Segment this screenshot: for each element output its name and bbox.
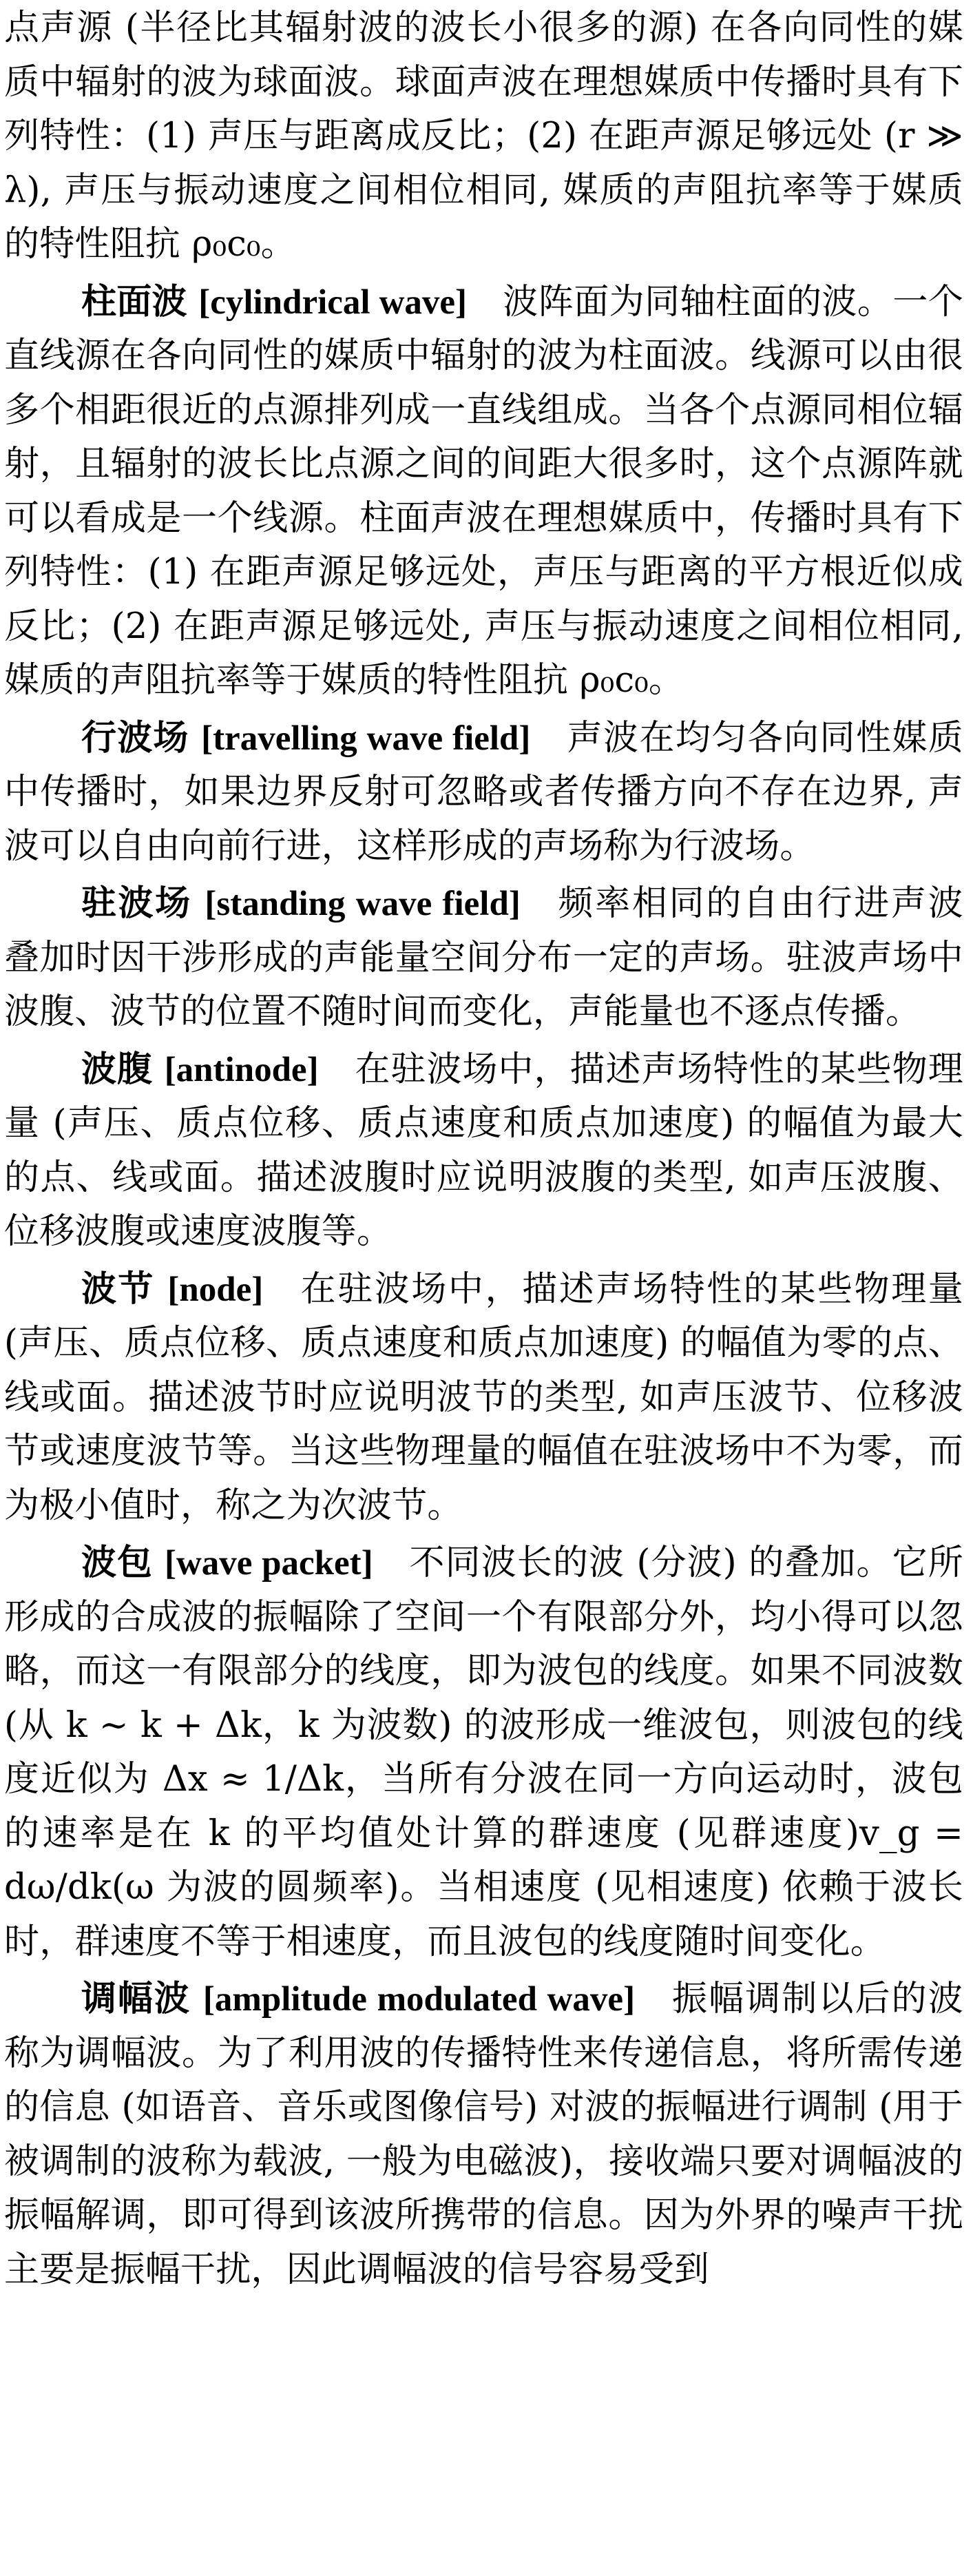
entry-body: 在驻波场中，描述声场特性的某些物理量 (声压、质点位移、质点速度和质点加速度) 的幅值为零的点、线或面。描述波节时应说明波节的类型, 如声压波节、位移波节或速度波节等。当这些物理量的幅值在驻波场中不为零，而为极小值时，称之为次波节。 — [4, 1268, 963, 1526]
entry-cylindrical-wave — [4, 276, 963, 708]
entry-body: 声波在均匀各向同性媒质中传播时，如果边界反射可忽略或者传播方向不存在边界, 声波可以自由向前行进，这样形成的声场称为行波场。 — [4, 717, 963, 867]
entry-term: 波包 — [81, 1543, 153, 1583]
entry-term: 柱面波 — [81, 281, 187, 322]
entry-body: 频率相同的自由行进声波叠加时因干涉形成的声能量空间分布一定的声场。驻波声场中波腹、波节的位置不随时间而变化，声能量也不逐点传播。 — [4, 883, 963, 1032]
entry-antinode — [4, 1043, 963, 1259]
entry-body: 不同波长的波 (分波) 的叠加。它所形成的合成波的振幅除了空间一个有限部分外，均小得可以忽略，而这一有限部分的线度，即为波包的线度。如果不同波数 (从 k ∼ k + Δk，k 为波数) 的波形成一维波包，则波包的线度近似为 Δx ≈ 1/Δk，当所有分波在同一方向运动时，波包的速率是在 k 的平均值处计算的群速度 (见群速度)v_g = dω/dk(ω 为波的圆频率)。当相速度 (见相速度) 依赖于波长时，群速度不等于相速度，而且波包的线度随时间变化。 — [4, 1543, 963, 1962]
entry-english-term: [cylindrical wave] — [198, 282, 468, 322]
entry-term: 行波场 — [81, 717, 189, 759]
entry-body: 点声源 (半径比其辐射波的波长小很多的源) 在各向同性的媒质中辐射的波为球面波。球面声波在理想媒质中传播时具有下列特性：(1) 声压与距离成反比；(2) 在距声源足够远处 (r ≫ λ), 声压与振动速度之间相位相同, 媒质的声阻抗率等于媒质的特性阻抗 ρ₀c₀。 — [4, 8, 963, 265]
entry-term: 波腹 — [81, 1049, 153, 1090]
entry-english-term: [node] — [167, 1270, 264, 1309]
entry-english-term: [antinode] — [164, 1050, 319, 1089]
entry-term: 驻波场 — [81, 883, 192, 924]
entry-wave-packet — [4, 1536, 963, 1969]
entry-body: 在驻波场中，描述声场特性的某些物理量 (声压、质点位移、质点速度和质点加速度) 的幅值为最大的点、线或面。描述波腹时应说明波腹的类型, 如声压波腹、位移波腹或速度波腹等。 — [4, 1049, 963, 1252]
entry-english-term: [standing wave field] — [205, 885, 521, 923]
entry-spherical-wave-continued — [4, 1, 963, 272]
entry-amplitude-modulated-wave — [4, 1972, 963, 2297]
entry-standing-wave-field — [4, 877, 963, 1040]
entry-term: 调幅波 — [81, 1979, 191, 2019]
entry-term: 波节 — [81, 1268, 155, 1310]
entry-travelling-wave-field — [4, 712, 963, 874]
entry-body: 波阵面为同轴柱面的波。一个直线源在各向同性的媒质中辐射的波为柱面波。线源可以由很多个相距很近的点源排列成一直线组成。当各个点源同相位辐射，且辐射的波长比点源之间的间距大很多时，这个点源阵就可以看成是一个线源。柱面声波在理想媒质中，传播时具有下列特性：(1) 在距声源足够远处，声压与距离的平方根近似成反比；(2) 在距声源足够远处, 声压与振动速度之间相位相同, 媒质的声阻抗率等于媒质的特性阻抗 ρ₀c₀。 — [4, 281, 963, 701]
entry-body: 振幅调制以后的波称为调幅波。为了利用波的传播特性来传递信息，将所需传递的信息 (如语音、音乐或图像信号) 对波的振幅进行调制 (用于被调制的波称为载波, 一般为电磁波)，接收端只要对调幅波的振幅解调，即可得到该波所携带的信息。因为外界的噪声干扰主要是振幅干扰，因此调幅波的信号容易受到 — [4, 1979, 963, 2290]
entry-english-term: [amplitude modulated wave] — [202, 1980, 636, 2019]
entry-english-term: [travelling wave field] — [201, 719, 531, 758]
entry-node — [4, 1263, 963, 1534]
entry-english-term: [wave packet] — [164, 1544, 373, 1583]
